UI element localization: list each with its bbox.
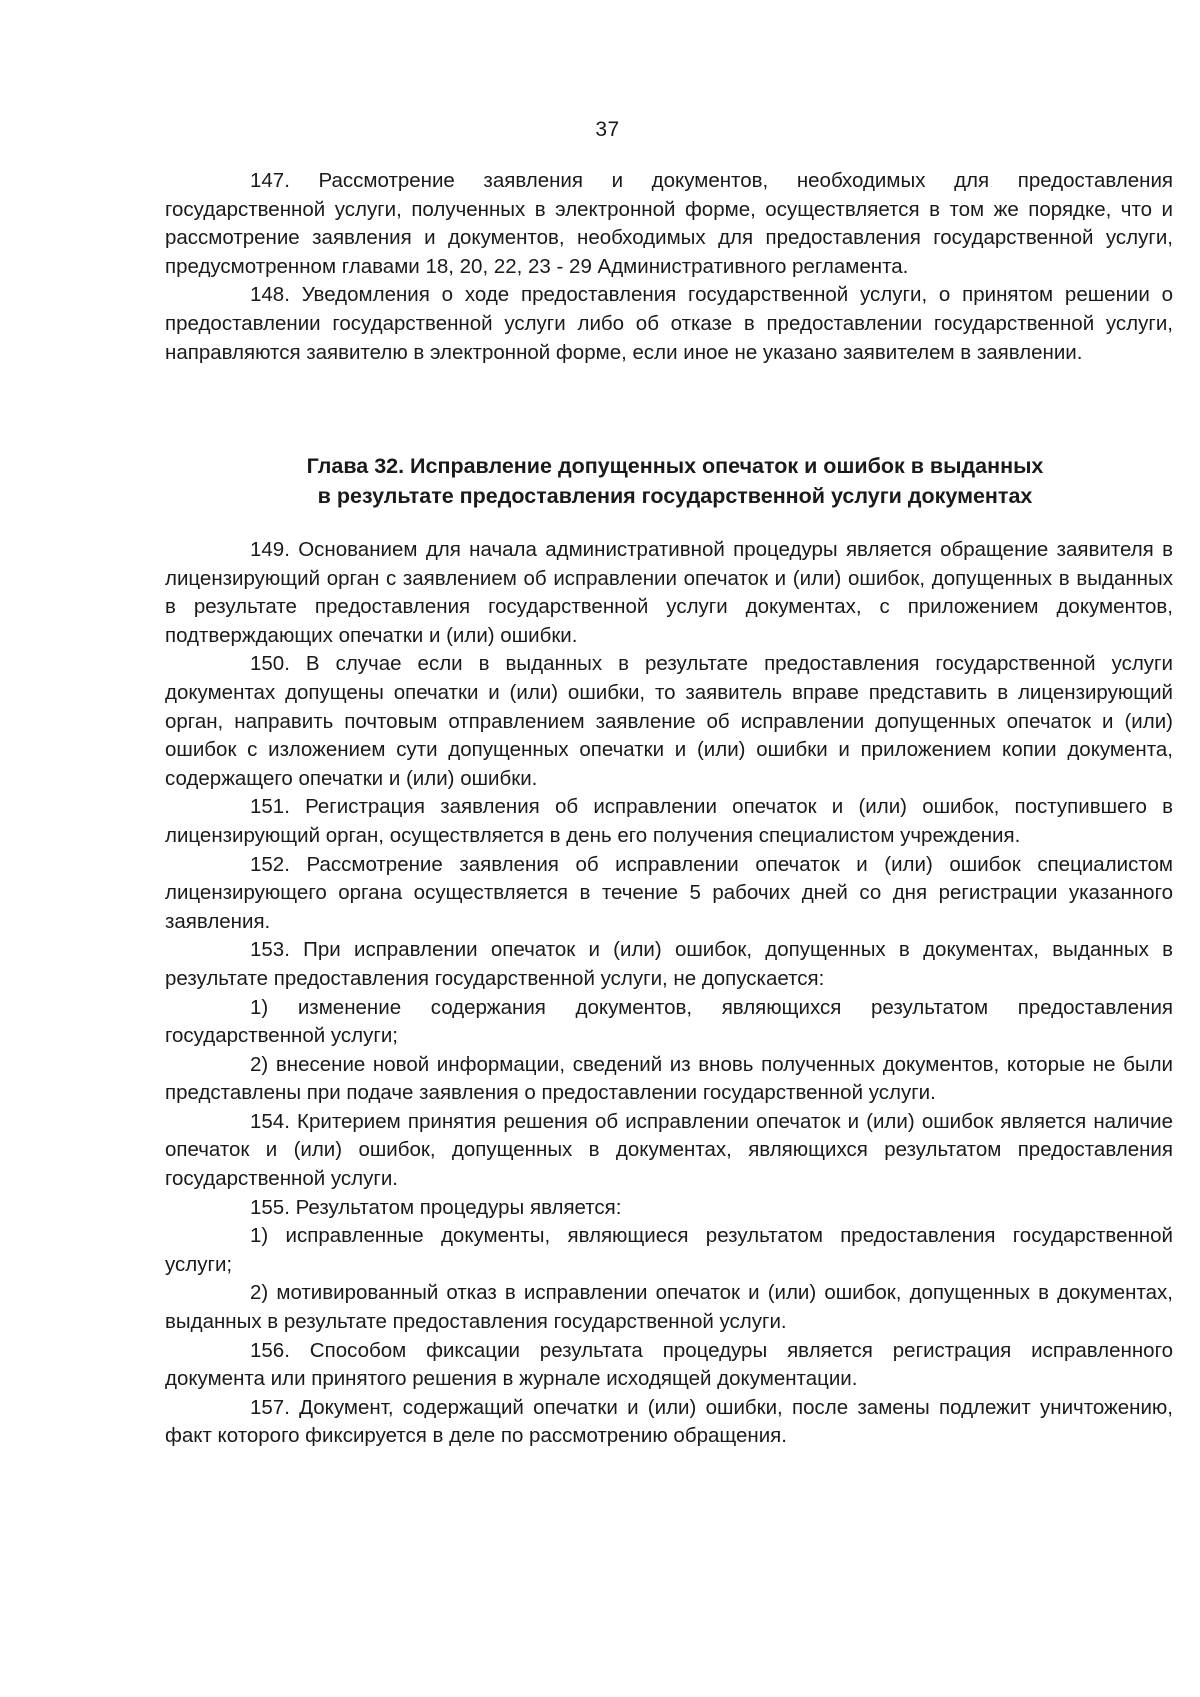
paragraph-147: 147. Рассмотрение заявления и документов, необходимых для предоставления государственной услуги, полученных в электронной форме, осуществляется в том же порядке, что и рассмотрение заявления и документов, необходимых для предоставления государственной услуги, предусмотренном главами 18, 20, 22, 23 - 29 Административного регламента. [165,169,1173,278]
paragraph-154: 154. Критерием принятия решения об исправлении опечаток и (или) ошибок является наличие опечаток и (или) ошибок, допущенных в документах, являющихся результатом предоставления государственной услуги. [165,1109,1173,1191]
paragraph-151: 151. Регистрация заявления об исправлении опечаток и (или) ошибок, поступившего в лицензирующий орган, осуществляется в день его получения специалистом учреждения. [165,795,1173,847]
paragraph-149: 149. Основанием для начала административной процедуры является обращение заявителя в лицензирующий орган с заявлением об исправлении опечаток и (или) ошибок, допущенных в выданных в результате предоставления государственной услуги документах, с приложением документов, подтверждающих опечатки и (или) ошибки. [165,538,1173,647]
intro-section [165,167,1173,367]
paragraph-152: 152. Рассмотрение заявления об исправлении опечаток и (или) ошибок специалистом лицензирующего органа осуществляется в течение 5 рабочих дней со дня регистрации указанного заявления. [165,852,1173,933]
page-number: 37 [595,118,620,141]
chapter-heading-line-2: в результате предоставления государственной услуги документах [317,484,1033,508]
paragraph-153-item-2: 2) внесение новой информации, сведений из вновь полученных документов, которые не были представлены при подаче заявления о предоставлении государственной услуги. [165,1052,1173,1105]
chapter-heading-line-1: Глава 32. Исправление допущенных опечаток и ошибок в выданных [306,454,1044,478]
paragraph-155-item-1: 1) исправленные документы, являющиеся результатом предоставления государственной услуги; [165,1224,1173,1276]
paragraph-156: 156. Способом фиксации результата процедуры является регистрация исправленного документа или принятого решения в журнале исходящей документации. [165,1338,1173,1391]
paragraph-155-item-2: 2) мотивированный отказ в исправлении опечаток и (или) ошибок, допущенных в документах, выданных в результате предоставления государственной услуги. [165,1281,1173,1334]
paragraph-153-item-1: 1) изменение содержания документов, являющихся результатом предоставления государственной услуги; [165,995,1173,1048]
chapter-body [165,536,1173,1451]
chapter-heading [175,451,1175,511]
paragraph-155: 155. Результатом процедуры является: [250,1195,622,1219]
paragraph-148: 148. Уведомления о ходе предоставления государственной услуги, о принятом решении о предоставлении государственной услуги либо об отказе в предоставлении государственной услуги, направляются заявителю в электронной форме, если иное не указано заявителем в заявлении. [165,283,1173,364]
paragraph-157: 157. Документ, содержащий опечатки и (или) ошибки, после замены подлежит уничтожению, факт которого фиксируется в деле по рассмотрению обращения. [165,1395,1173,1448]
paragraph-153: 153. При исправлении опечаток и (или) ошибок, допущенных в документах, выданных в результате предоставления государственной услуги, не допускается: [165,938,1173,990]
paragraph-150: 150. В случае если в выданных в результате предоставления государственной услуги документах допущены опечатки и (или) ошибки, то заявитель вправе представить в лицензирующий орган, направить почтовым отправлением заявление об исправлении допущенных опечаток и (или) ошибок с изложением сути допущенных опечатки и (или) ошибки и приложением копии документа, содержащего опечатки и (или) ошибки. [165,652,1173,790]
